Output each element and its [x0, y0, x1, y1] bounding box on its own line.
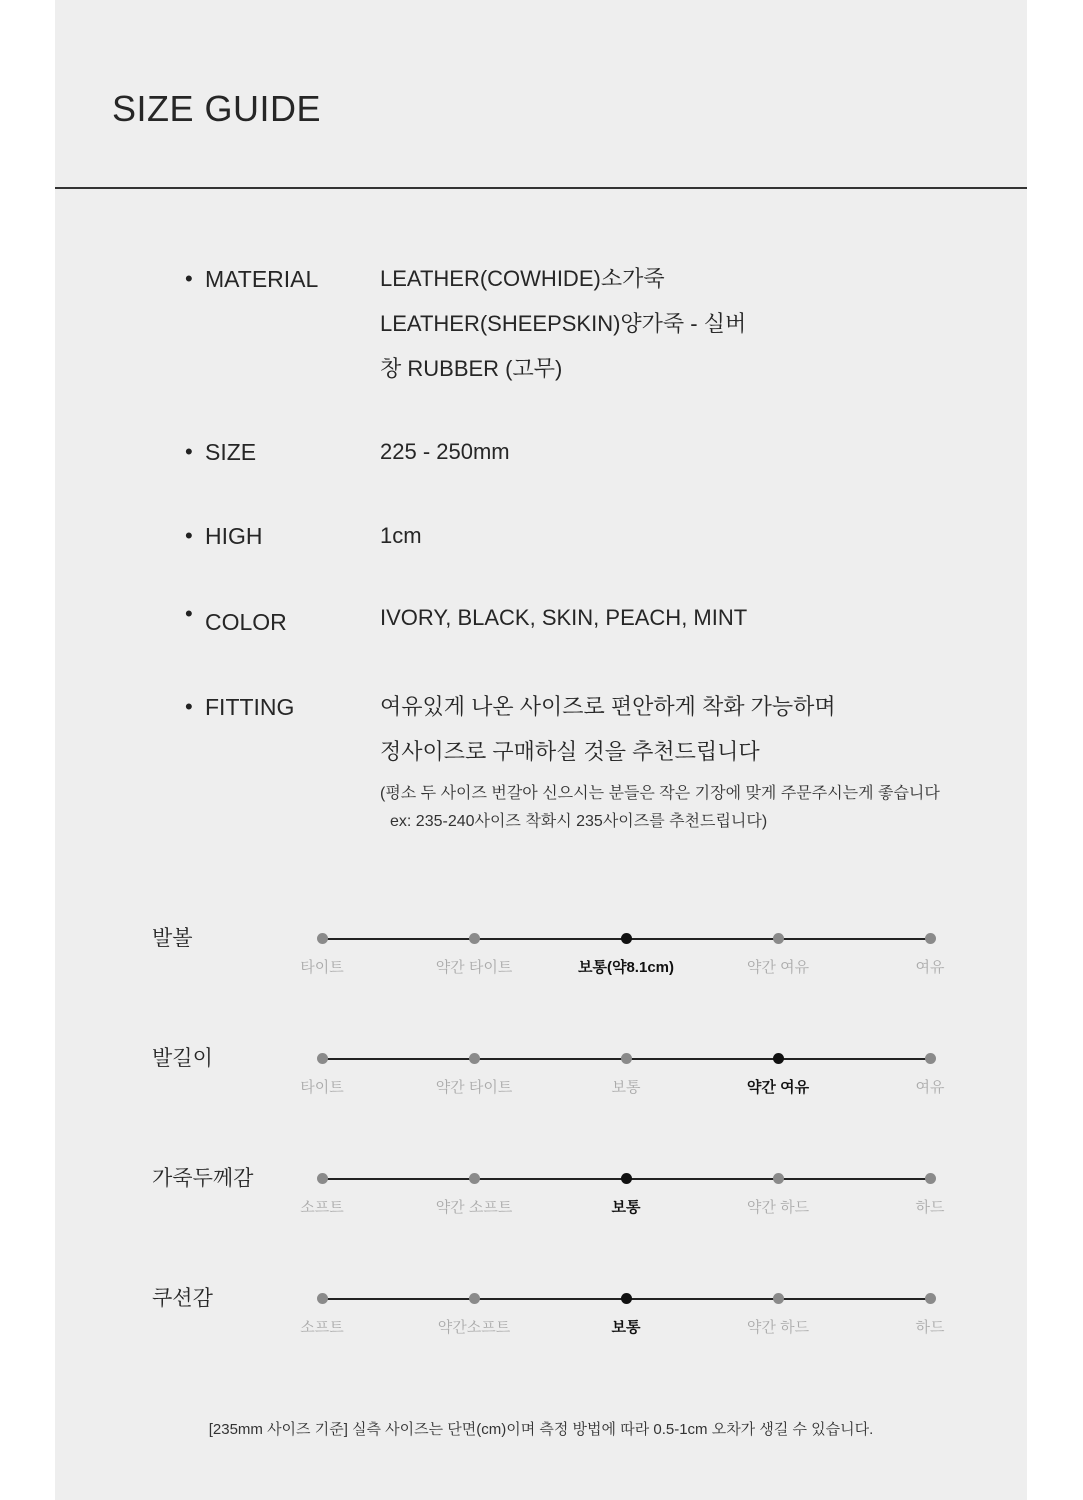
scale-dot — [469, 1293, 480, 1304]
scale-foot-width — [55, 927, 1027, 1008]
scale-option-label: 약간 여유 — [746, 959, 810, 976]
spec-value: LEATHER(COWHIDE)소가죽 — [380, 266, 665, 291]
scale-dot — [925, 1173, 936, 1184]
scale-option-label: 약간 소프트 — [435, 1199, 513, 1216]
spec-values — [380, 266, 746, 391]
measurement-footnote: [235mm 사이즈 기준] 실측 사이즈는 단면(cm)이며 측정 방법에 따라 0.5-1cm 오차가 생길 수 있습니다. — [208, 1421, 874, 1438]
spec-value: LEATHER(SHEEPSKIN)양가죽 - 실버 — [380, 311, 747, 336]
fitting-note: ex: 235-240사이즈 착화시 235사이즈를 추천드립니다) — [390, 813, 768, 830]
scale-dot — [317, 933, 328, 944]
scale-option-label: 소프트 — [300, 1319, 344, 1336]
scale-option-label: 하드 — [915, 1319, 945, 1336]
scale-dot — [621, 933, 632, 944]
spec-value: 창 RUBBER (고무) — [380, 356, 563, 381]
scale-option-label: 소프트 — [300, 1199, 344, 1216]
bullet: • — [185, 439, 193, 464]
scale-option-label: 약간 하드 — [746, 1319, 810, 1336]
scale-option-label: 타이트 — [300, 1079, 344, 1096]
scale-dot — [469, 1173, 480, 1184]
scale-dot — [317, 1173, 328, 1184]
scale-dot — [773, 933, 784, 944]
scale-option-label: 약간소프트 — [437, 1319, 511, 1336]
bullet: • — [185, 694, 193, 719]
spec-value: IVORY, BLACK, SKIN, PEACH, MINT — [380, 605, 748, 630]
spec-label: MATERIAL — [205, 266, 319, 292]
scale-leather-thickness — [55, 1167, 1027, 1248]
divider — [55, 187, 1027, 189]
scale-option-label: 보통(약8.1cm) — [578, 959, 674, 976]
scale-dot — [469, 933, 480, 944]
page-title: SIZE GUIDE — [112, 88, 322, 129]
scale-dot — [773, 1293, 784, 1304]
scale-label: 가죽두께감 — [152, 1167, 254, 1190]
scale-dot — [773, 1173, 784, 1184]
spec-value: 여유있게 나온 사이즈로 편안하게 착화 가능하며 — [380, 694, 836, 719]
scale-option-label: 보통 — [611, 1199, 641, 1216]
bullet: • — [185, 523, 193, 548]
scale-option-label: 여유 — [915, 959, 945, 976]
spec-value: 225 - 250mm — [380, 439, 510, 464]
scale-dot — [469, 1053, 480, 1064]
scale-dot — [925, 1293, 936, 1304]
scale-foot-length — [55, 1047, 1027, 1128]
spec-label: HIGH — [205, 523, 263, 549]
spec-values — [380, 694, 940, 836]
scale-label: 발볼 — [152, 927, 193, 950]
scale-label: 쿠션감 — [152, 1287, 213, 1310]
scale-option-label: 보통 — [611, 1079, 641, 1096]
spec-values — [380, 439, 510, 474]
scale-dot — [317, 1053, 328, 1064]
scale-option-label: 약간 타이트 — [435, 959, 513, 976]
scale-option-label: 약간 타이트 — [435, 1079, 513, 1096]
scale-dot — [773, 1053, 784, 1064]
spec-value: 1cm — [380, 523, 422, 548]
spec-values — [380, 605, 747, 640]
scale-dot — [621, 1053, 632, 1064]
scale-dot — [621, 1293, 632, 1304]
spec-label: COLOR — [205, 609, 287, 635]
scale-dot — [925, 1053, 936, 1064]
bullet: • — [185, 266, 193, 291]
bullet: • — [185, 601, 193, 626]
spec-label: FITTING — [205, 694, 295, 720]
scale-option-label: 약간 하드 — [746, 1199, 810, 1216]
spec-label: SIZE — [205, 439, 257, 465]
size-guide-panel — [55, 0, 1027, 1500]
scale-dot — [621, 1173, 632, 1184]
scale-option-label: 보통 — [611, 1319, 641, 1336]
scale-option-label: 하드 — [915, 1199, 945, 1216]
spec-value: 정사이즈로 구매하실 것을 추천드립니다 — [380, 739, 760, 764]
scale-option-label: 약간 여유 — [746, 1079, 810, 1096]
scale-label: 발길이 — [152, 1047, 213, 1070]
scale-dot — [317, 1293, 328, 1304]
scale-cushion — [55, 1287, 1027, 1368]
scale-option-label: 타이트 — [300, 959, 344, 976]
scale-dot — [925, 933, 936, 944]
scale-option-label: 여유 — [915, 1079, 945, 1096]
spec-values — [380, 523, 422, 558]
fitting-note: (평소 두 사이즈 번갈아 신으시는 분들은 작은 기장에 맞게 주문주시는게 좋습니다 — [380, 785, 940, 802]
